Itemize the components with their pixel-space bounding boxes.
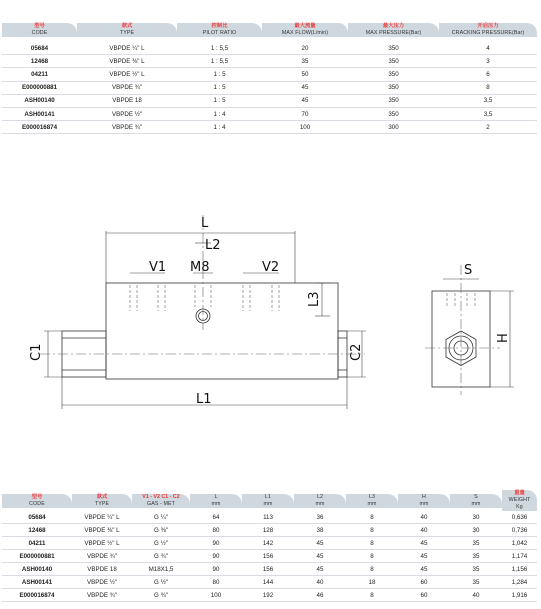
column-header xyxy=(132,490,190,511)
header-unit: mm xyxy=(471,500,481,507)
table-cell: G ¼" xyxy=(132,511,190,524)
valve-body-front xyxy=(106,283,338,379)
table-cell: 142 xyxy=(242,537,294,550)
table-cell: 8 xyxy=(346,550,398,563)
table-cell: 3,5 xyxy=(439,95,537,108)
table-cell: 0,636 xyxy=(502,511,537,524)
table-row xyxy=(2,537,537,550)
column-header xyxy=(450,490,502,511)
table-header-row xyxy=(2,490,537,511)
table-row xyxy=(2,95,537,108)
header-unit: Kg xyxy=(516,504,523,510)
dim-s-label: S xyxy=(464,263,473,278)
table-row xyxy=(2,55,537,68)
pilot-ratio-table xyxy=(2,18,537,134)
table-cell: VBPDE ¼" L xyxy=(77,42,177,55)
header-label-en: TYPE xyxy=(94,500,110,507)
code-cell: E000000881 xyxy=(2,82,77,95)
code-cell: E000000881 xyxy=(2,550,72,563)
table-cell: 1 : 4 xyxy=(177,121,262,134)
table-cell: 4 xyxy=(439,42,537,55)
table-cell: VBPDE ½" L xyxy=(77,68,177,81)
table-cell: 35 xyxy=(450,550,502,563)
header-tab xyxy=(348,23,439,37)
header-label-cn: 型号 xyxy=(34,23,45,29)
table-cell: 1 : 4 xyxy=(177,108,262,121)
table-cell: 1,284 xyxy=(502,576,537,589)
header-tab xyxy=(262,23,348,37)
table-cell: 1 : 5 xyxy=(177,68,262,81)
column-header xyxy=(398,490,450,511)
table-cell: 156 xyxy=(242,563,294,576)
header-label-cn: 型号 xyxy=(31,493,43,500)
table-cell: M18X1,5 xyxy=(132,563,190,576)
table-row xyxy=(2,563,537,576)
header-tab xyxy=(2,494,72,508)
header-tab xyxy=(450,494,502,508)
table-cell: 18 xyxy=(346,576,398,589)
table-cell: 45 xyxy=(294,550,346,563)
table-row xyxy=(2,589,537,602)
dim-h-label: H xyxy=(496,333,511,343)
table-row xyxy=(2,576,537,589)
table-cell: 90 xyxy=(190,563,242,576)
header-label-en: L3 xyxy=(368,493,376,500)
table-row xyxy=(2,511,537,524)
table-cell: 8 xyxy=(346,524,398,537)
header-tab xyxy=(177,23,262,37)
table-cell: 64 xyxy=(190,511,242,524)
code-cell: ASH00141 xyxy=(2,576,72,589)
header-label-cn: 最大流量 xyxy=(294,23,316,29)
table-cell: 128 xyxy=(242,524,294,537)
table-cell: 40 xyxy=(398,511,450,524)
dim-c2-label: C2 xyxy=(349,343,364,361)
header-tab xyxy=(346,494,398,508)
table-row xyxy=(2,42,537,55)
table-cell: 1 : 5,5 xyxy=(177,55,262,68)
table-cell: 40 xyxy=(398,524,450,537)
code-cell: 05684 xyxy=(2,511,72,524)
column-header xyxy=(2,490,72,511)
header-label-en: CODE xyxy=(31,30,48,36)
table-cell: 2 xyxy=(439,121,537,134)
header-label-en: S xyxy=(474,493,478,500)
table-row xyxy=(2,121,537,134)
table-cell: 3 xyxy=(439,55,537,68)
table-cell: 70 xyxy=(262,108,348,121)
table-cell: 45 xyxy=(294,537,346,550)
table-cell: 156 xyxy=(242,550,294,563)
table-cell: 1 : 5 xyxy=(177,95,262,108)
code-cell: ASH00140 xyxy=(2,563,72,576)
table-row xyxy=(2,108,537,121)
dim-l1-label: L1 xyxy=(196,392,212,407)
header-tab xyxy=(77,23,177,37)
table-cell: 0,736 xyxy=(502,524,537,537)
table-cell: 1 : 5,5 xyxy=(177,42,262,55)
code-cell: 04211 xyxy=(2,68,77,81)
header-label-en: MAX FLOW(L/min) xyxy=(281,30,329,36)
table-cell: VBPDE ½" L xyxy=(72,537,132,550)
header-label-cn: 款式 xyxy=(96,493,108,500)
table-cell: 1,916 xyxy=(502,589,537,602)
header-unit: mm xyxy=(419,500,429,507)
header-label-en: L2 xyxy=(316,493,324,500)
table-cell: 80 xyxy=(190,524,242,537)
table-cell: 192 xyxy=(242,589,294,602)
table-cell: 45 xyxy=(262,82,348,95)
header-tab xyxy=(502,490,537,511)
table-cell: 90 xyxy=(190,537,242,550)
table-cell: G ½" xyxy=(132,537,190,550)
code-cell: ASH00141 xyxy=(2,108,77,121)
header-label-cn: 开启压力 xyxy=(477,23,499,29)
dim-v1-label: V1 xyxy=(149,260,167,275)
header-label-en: MAX PRESSURE(Bar) xyxy=(365,30,422,36)
column-header xyxy=(346,490,398,511)
table-cell: 3,5 xyxy=(439,108,537,121)
table-cell: 1,156 xyxy=(502,563,537,576)
table-cell: VBPDE ⅜" L xyxy=(77,55,177,68)
column-header xyxy=(262,18,348,42)
table-cell: 80 xyxy=(190,576,242,589)
code-cell: E000016874 xyxy=(2,121,77,134)
table-cell: 20 xyxy=(262,42,348,55)
dim-v2-label: V2 xyxy=(262,260,280,275)
table-row xyxy=(2,82,537,95)
header-label-cn: 重量 xyxy=(514,490,525,496)
dim-l-label: L xyxy=(201,216,209,231)
header-label-cn: 款式 xyxy=(121,23,133,29)
table-cell: 35 xyxy=(450,576,502,589)
dimensions-table xyxy=(2,490,537,602)
column-header xyxy=(190,490,242,511)
table-cell: 1,042 xyxy=(502,537,537,550)
table-cell: 8 xyxy=(346,537,398,550)
table-cell: VBPDE ¾" xyxy=(72,589,132,602)
column-header xyxy=(439,18,537,42)
table-cell: 46 xyxy=(294,589,346,602)
dim-m8-label: M8 xyxy=(190,260,210,275)
table-cell: 45 xyxy=(398,563,450,576)
table-cell: VBPDE 18 xyxy=(77,95,177,108)
code-cell: 12468 xyxy=(2,55,77,68)
column-header xyxy=(177,18,262,42)
table-cell: 35 xyxy=(262,55,348,68)
table-cell: 6 xyxy=(439,68,537,81)
header-tab xyxy=(190,494,242,508)
table-cell: 350 xyxy=(348,82,439,95)
header-label-en: CODE xyxy=(29,500,45,507)
header-unit: mm xyxy=(367,500,377,507)
table-cell: 8 xyxy=(346,511,398,524)
table-cell: 45 xyxy=(398,550,450,563)
header-unit: mm xyxy=(315,500,325,507)
table-cell: 40 xyxy=(450,589,502,602)
header-label-cn: 控制比 xyxy=(211,23,228,29)
dim-l3-label: L3 xyxy=(307,291,322,307)
table-cell: 36 xyxy=(294,511,346,524)
table-cell: 350 xyxy=(348,55,439,68)
table-row xyxy=(2,550,537,563)
table-cell: 35 xyxy=(450,537,502,550)
table-cell: 1,174 xyxy=(502,550,537,563)
table-cell: 30 xyxy=(450,511,502,524)
header-label-en: L1 xyxy=(264,493,272,500)
table-cell: 40 xyxy=(294,576,346,589)
column-header xyxy=(77,18,177,42)
table-cell: 60 xyxy=(398,589,450,602)
header-label-en: TYPE xyxy=(119,30,135,36)
header-label-en: WEIGHT xyxy=(508,497,531,503)
table-cell: 100 xyxy=(190,589,242,602)
table-header-row xyxy=(2,18,537,42)
header-tab xyxy=(294,494,346,508)
header-label-cn: V1 - V2 C1 - C2 xyxy=(142,493,180,500)
table-cell: VBPDE ¾" xyxy=(77,82,177,95)
header-label-en: L xyxy=(214,493,218,500)
header-label-cn: 最大压力 xyxy=(382,23,405,29)
table-cell: 350 xyxy=(348,42,439,55)
dim-c1-label: C1 xyxy=(29,343,44,361)
header-tab xyxy=(72,494,132,508)
table-cell: 30 xyxy=(450,524,502,537)
table-cell: 350 xyxy=(348,95,439,108)
header-label-en: CRACKING PRESSURE(Bar) xyxy=(451,30,525,36)
header-tab xyxy=(2,23,77,37)
code-cell: 12468 xyxy=(2,524,72,537)
header-unit: mm xyxy=(263,500,273,507)
table-cell: G ¾" xyxy=(132,550,190,563)
column-header xyxy=(294,490,346,511)
header-unit: mm xyxy=(211,500,221,507)
table-cell: VBPDE ¼" L xyxy=(72,511,132,524)
dim-l2-label: L2 xyxy=(205,238,221,253)
header-tab xyxy=(132,494,190,508)
table-cell: 45 xyxy=(262,95,348,108)
header-tab xyxy=(242,494,294,508)
table-cell: 1 : 5 xyxy=(177,82,262,95)
code-cell: E000016874 xyxy=(2,589,72,602)
column-header xyxy=(2,18,77,42)
header-tab xyxy=(398,494,450,508)
table-cell: G ¾" xyxy=(132,589,190,602)
table-cell: 113 xyxy=(242,511,294,524)
table-cell: VBPDE ¾" xyxy=(72,550,132,563)
table-cell: 350 xyxy=(348,108,439,121)
table-cell: G ½" xyxy=(132,576,190,589)
table-cell: VBPDE ½" xyxy=(72,576,132,589)
column-header xyxy=(72,490,132,511)
table-cell: 60 xyxy=(398,576,450,589)
table-row xyxy=(2,68,537,81)
table-cell: 45 xyxy=(294,563,346,576)
column-header xyxy=(242,490,294,511)
header-label-en: H xyxy=(422,493,426,500)
table-cell: VBPDE ¾" xyxy=(77,121,177,134)
code-cell: 04211 xyxy=(2,537,72,550)
table-row xyxy=(2,524,537,537)
code-cell: ASH00140 xyxy=(2,95,77,108)
table-cell: 8 xyxy=(346,589,398,602)
table-cell: 144 xyxy=(242,576,294,589)
table-cell: 35 xyxy=(450,563,502,576)
table-cell: G ⅜" xyxy=(132,524,190,537)
table-cell: 100 xyxy=(262,121,348,134)
table-cell: 38 xyxy=(294,524,346,537)
column-header xyxy=(348,18,439,42)
header-label-en: GAS - MET xyxy=(147,500,175,507)
table-cell: 90 xyxy=(190,550,242,563)
table-cell: 300 xyxy=(348,121,439,134)
header-label-en: PILOT RATIO xyxy=(202,30,237,36)
table-cell: 45 xyxy=(398,537,450,550)
table-cell: 350 xyxy=(348,68,439,81)
table-cell: 50 xyxy=(262,68,348,81)
table-cell: VBPDE ½" xyxy=(77,108,177,121)
table-cell: VBPDE 18 xyxy=(72,563,132,576)
table-cell: VBPDE ⅜" L xyxy=(72,524,132,537)
valve-technical-drawing xyxy=(0,195,541,425)
column-header xyxy=(502,490,537,511)
code-cell: 05684 xyxy=(2,42,77,55)
table-cell: 8 xyxy=(346,563,398,576)
table-cell: 8 xyxy=(439,82,537,95)
header-tab xyxy=(439,23,537,37)
